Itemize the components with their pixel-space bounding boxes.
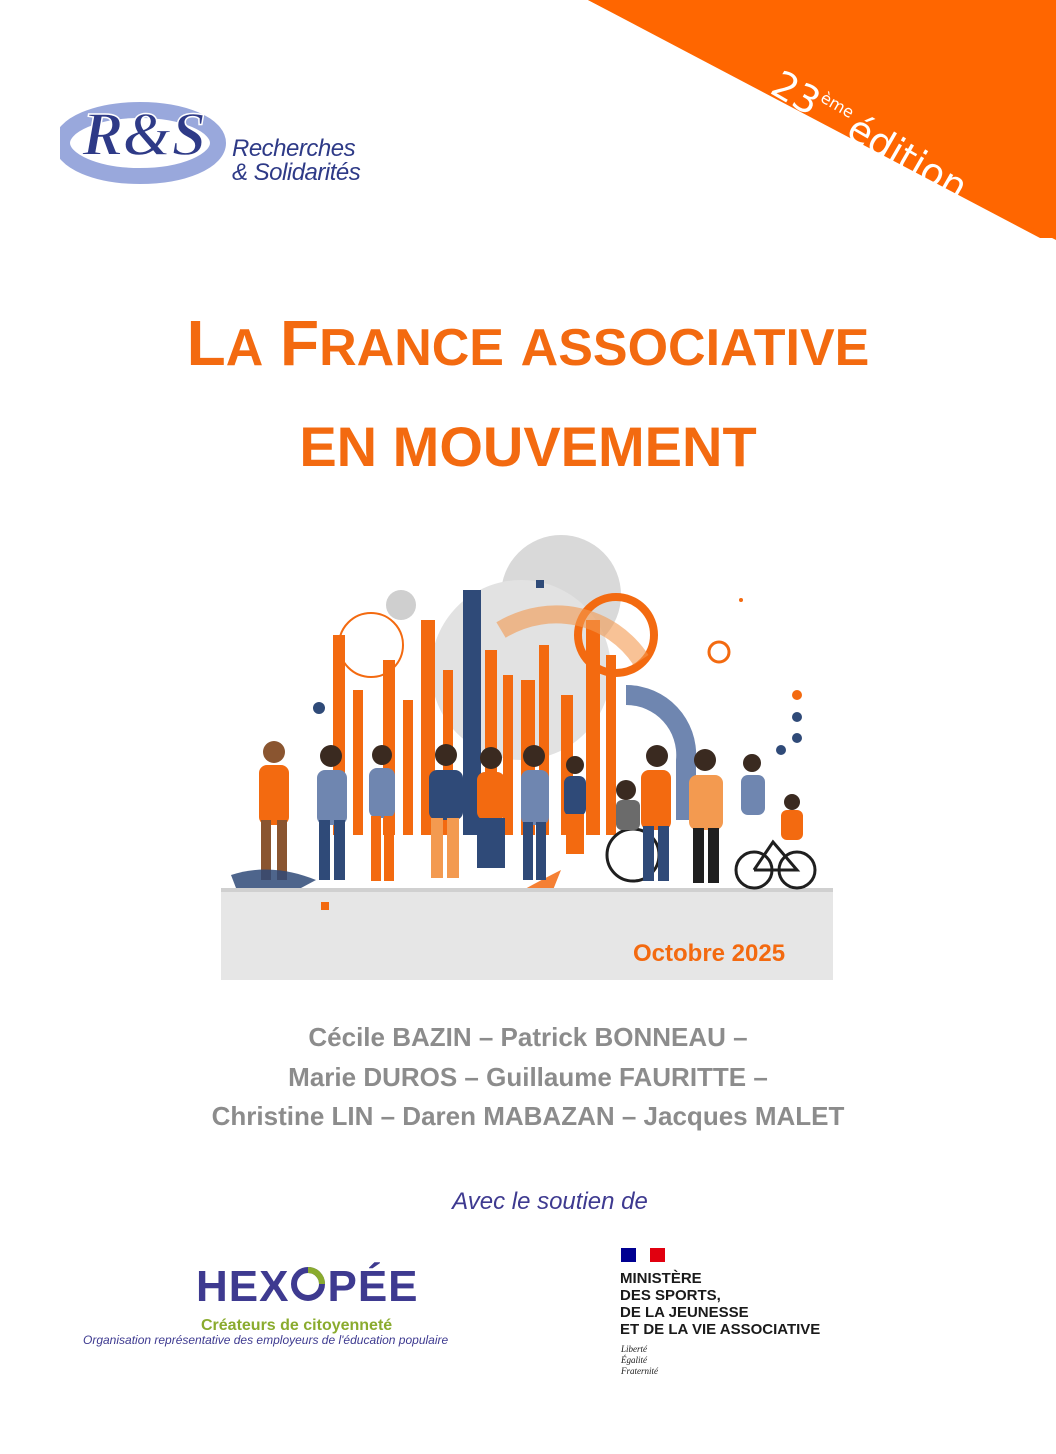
title-letter: A (225, 319, 264, 377)
publication-date: Octobre 2025 (633, 940, 786, 967)
authors-line: Cécile BAZIN – Patrick BONNEAU – (308, 1022, 748, 1052)
ministere-line: DE LA JEUNESSE (620, 1304, 749, 1321)
ministere-line: MINISTÈRE (620, 1270, 702, 1287)
motto-line: Égalité (621, 1355, 647, 1365)
authors-line: Christine LIN – Daren MABAZAN – Jacques MALET (211, 1101, 845, 1131)
edition-word: édition (839, 105, 976, 210)
ministere-line: DES SPORTS, (620, 1287, 721, 1304)
edition-sup: ème (817, 87, 858, 123)
title-letter: F (280, 307, 320, 379)
hexopee-logo (196, 1262, 419, 1312)
edition-number: 23 (764, 62, 828, 125)
ministere-line: ET DE LA VIE ASSOCIATIVE (620, 1321, 821, 1338)
title-letter: L (186, 307, 226, 379)
motto-line: Liberté (621, 1344, 647, 1354)
publisher-line1: Recherches (232, 135, 356, 162)
title-line-2: EN MOUVEMENT (299, 415, 757, 478)
authors-line: Marie DUROS – Guillaume FAURITTE – (288, 1062, 768, 1092)
publisher-logo (60, 95, 380, 195)
marianne-flag-icon (621, 1248, 665, 1262)
title-word: ASSOCIATIVE (520, 319, 870, 377)
rs-monogram: R&S (82, 101, 207, 169)
title-line-1 (0, 306, 1056, 380)
hexopee-name-start: HEX (196, 1262, 290, 1311)
hexopee-o-icon (289, 1264, 327, 1302)
community-people-illustration (221, 520, 833, 980)
support-label: Avec le soutien de (452, 1188, 648, 1215)
motto-line: Fraternité (621, 1366, 658, 1376)
publisher-line2: & Solidarités (232, 159, 361, 186)
hexopee-name-end: PÉE (327, 1262, 419, 1311)
hexopee-tagline: Créateurs de citoyenneté (201, 1317, 393, 1334)
title-word: RANCE (319, 319, 504, 377)
hexopee-note: Organisation représentative des employeurs de l'éducation populaire (83, 1333, 449, 1347)
